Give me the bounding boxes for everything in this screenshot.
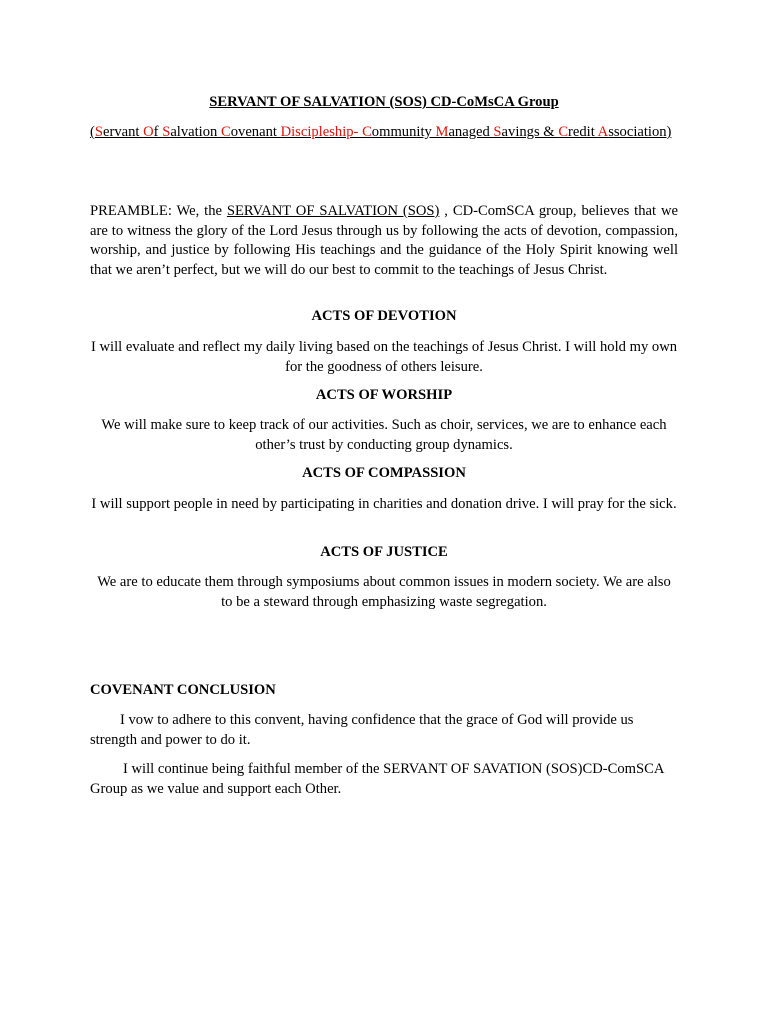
subtitle-part: S <box>493 124 502 140</box>
subtitle-part: M <box>435 124 449 140</box>
subtitle-part: redit <box>568 124 598 140</box>
subtitle-part: C <box>220 124 231 140</box>
subtitle-part: anaged <box>448 124 494 140</box>
subtitle-part: Discipleship- <box>280 124 363 140</box>
section-heading-justice: ACTS OF JUSTICE <box>320 544 448 560</box>
subtitle-part: alvation <box>170 124 221 140</box>
conclusion-heading: COVENANT CONCLUSION <box>90 682 276 698</box>
subtitle-part: C <box>558 124 569 140</box>
conclusion-paragraph-2: I will continue being faithful member of the SERVANT OF SAVATION (SOS)CD-ComSCA Group as we value and support each Other. <box>90 761 664 797</box>
subtitle-part: f <box>153 124 163 140</box>
preamble-group-name: SERVANT OF SALVATION (SOS) <box>226 203 440 219</box>
subtitle-part: ervant <box>103 124 144 140</box>
section-body-compassion: I will support people in need by participating in charities and donation drive. I will pray for the sick. <box>91 496 677 512</box>
document-title: SERVANT OF SALVATION (SOS) CD-CoMsCA Group <box>209 94 559 110</box>
document-subtitle <box>90 123 678 143</box>
subtitle-part: O <box>143 124 154 140</box>
subtitle-part: ovenant <box>230 124 281 140</box>
subtitle-part: A <box>597 124 609 140</box>
subtitle-part: ( <box>90 124 95 140</box>
subtitle-part: ommunity <box>371 124 436 140</box>
subtitle-part: avings & <box>501 124 559 140</box>
preamble-paragraph <box>90 202 678 280</box>
section-body-devotion: I will evaluate and reflect my daily living based on the teachings of Jesus Christ. I will hold my own for the goodness of others leisure. <box>90 339 678 375</box>
preamble-lead: PREAMBLE: We, the <box>90 203 227 219</box>
subtitle-part: S <box>162 124 171 140</box>
section-body-worship: We will make sure to keep track of our activities. Such as choir, services, we are to enhance each other’s trust by conducting group dynamics. <box>101 417 667 453</box>
subtitle-part: ssociation) <box>608 124 672 140</box>
preamble-text: , CD-ComSCA group, believes that we are to witness the glory of the Lord Jesus through us by following the acts of devotion, compassion, worship, and justice by following His teachings and the guidance of the Holy Spirit knowing well that we aren’t perfect, but we will do our best to commit to the teachings of Jesus Christ. <box>90 203 678 278</box>
subtitle-part: C <box>362 124 372 140</box>
section-body-justice: We are to educate them through symposiums about common issues in modern society. We are also to be a steward through emphasizing waste segregation. <box>97 574 671 610</box>
conclusion-paragraph-1: I vow to adhere to this convent, having confidence that the grace of God will provide us strength and power to do it. <box>90 712 634 748</box>
subtitle-part: S <box>94 124 103 140</box>
section-heading-compassion: ACTS OF COMPASSION <box>302 465 466 481</box>
section-heading-devotion: ACTS OF DEVOTION <box>311 308 457 324</box>
section-heading-worship: ACTS OF WORSHIP <box>315 387 453 403</box>
